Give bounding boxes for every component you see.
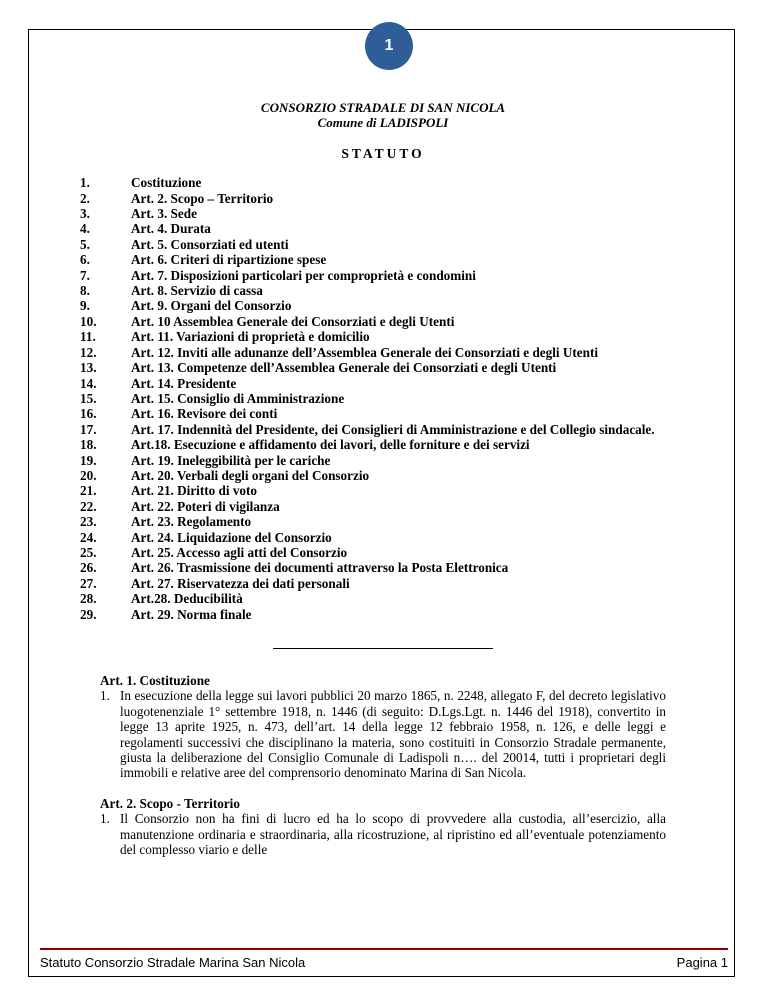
toc-item-number: 25. (80, 544, 97, 560)
toc-item-label: Art. 16. Revisore dei conti (131, 406, 278, 422)
toc-item-number: 1. (80, 175, 90, 191)
toc-item (80, 175, 666, 191)
toc-item (80, 190, 666, 206)
toc-item-number: 28. (80, 591, 97, 607)
toc-item-number: 15. (80, 390, 97, 406)
toc-item-label: Art. 3. Sede (131, 206, 197, 222)
toc-item-label: Costituzione (131, 175, 202, 191)
toc-item-label: Art. 14. Presidente (131, 375, 237, 391)
toc-item (80, 329, 666, 345)
toc-item-label: Art. 12. Inviti alle adunanze dell’Assemblea Generale dei Consorziati e degli Utenti (131, 344, 599, 360)
toc-item (80, 236, 666, 252)
toc-item (80, 406, 666, 422)
toc-item (80, 344, 666, 360)
toc-item-number: 4. (80, 221, 90, 237)
toc-item-label: Art. 4. Durata (131, 221, 211, 237)
toc-item-label: Art.28. Deducibilità (131, 591, 243, 607)
toc-item-number: 23. (80, 514, 97, 530)
toc-item-number: 9. (80, 298, 90, 314)
table-of-contents (80, 175, 666, 622)
footer-document-title: Statuto Consorzio Stradale Marina San Nicola (40, 955, 306, 970)
toc-item-label: Art. 8. Servizio di cassa (131, 283, 263, 299)
toc-item-number: 22. (80, 498, 97, 514)
toc-item-number: 20. (80, 467, 97, 483)
toc-item (80, 591, 666, 607)
toc-item-label: Art. 7. Disposizioni particolari per comproprietà e condomini (131, 267, 476, 283)
toc-item-label: Art. 6. Criteri di ripartizione spese (131, 252, 327, 268)
toc-item-number: 11. (80, 329, 96, 345)
footer-divider (40, 948, 728, 950)
toc-item-label: Art. 5. Consorziati ed utenti (131, 236, 289, 252)
toc-item-label: Art. 29. Norma finale (131, 606, 252, 622)
article-2-title: Art. 2. Scopo - Territorio (100, 795, 240, 811)
toc-item (80, 498, 666, 514)
toc-item (80, 560, 666, 576)
toc-item-number: 18. (80, 437, 97, 453)
page-number-badge: 1 (365, 22, 413, 70)
toc-item (80, 283, 666, 299)
toc-item-number: 26. (80, 560, 97, 576)
toc-item (80, 375, 666, 391)
toc-item-label: Art. 9. Organi del Consorzio (131, 298, 292, 314)
toc-item (80, 529, 666, 545)
toc-item (80, 313, 666, 329)
toc-item-number: 17. (80, 421, 97, 437)
toc-item-label: Art. 19. Ineleggibilità per le cariche (131, 452, 331, 468)
toc-item-label: Art. 11. Variazioni di proprietà e domicilio (131, 329, 370, 345)
toc-item-number: 5. (80, 236, 90, 252)
toc-item (80, 452, 666, 468)
toc-item-number: 8. (80, 283, 90, 299)
toc-item-label: Art. 13. Competenze dell’Assemblea Generale dei Consorziati e degli Utenti (131, 360, 557, 376)
toc-item-number: 6. (80, 252, 90, 268)
toc-item (80, 606, 666, 622)
toc-item (80, 267, 666, 283)
paragraph-text: In esecuzione della legge sui lavori pubblici 20 marzo 1865, n. 2248, allegato F, del decreto legislativo luogotenenziale 1° settembre 1918, n. 1446 (di seguito: D.Lgs.Lgt. n. 1446 del 1918), convertito in legge 13 aprite 1925, n. 473, dell’art. 14 della legge 12 febbraio 1958, n. 126, e delle leggi e regolamenti successivi che disciplinano la materia, sono costituiti in Consorzio Stradale permanente, giusta la deliberazione del Consiglio Comunale di Ladispoli n…. del 20014, tutti i proprietari degli immobili e relative aree del comprensorio denominato Marina di San Nicola. (120, 688, 666, 781)
toc-item (80, 575, 666, 591)
toc-item-number: 7. (80, 267, 90, 283)
article-2 (100, 796, 666, 858)
toc-item-number: 27. (80, 575, 97, 591)
article-2-paragraph (100, 811, 666, 857)
toc-item-number: 16. (80, 406, 97, 422)
toc-item-number: 14. (80, 375, 97, 391)
toc-item-number: 2. (80, 190, 90, 206)
toc-item (80, 252, 666, 268)
separator-line (273, 648, 493, 649)
toc-item-label: Art. 25. Accesso agli atti del Consorzio (131, 544, 348, 560)
toc-item-number: 13. (80, 360, 97, 376)
toc-item (80, 206, 666, 222)
toc-item-label: Art.18. Esecuzione e affidamento dei lavori, delle forniture e dei servizi (131, 437, 530, 453)
toc-item-label: Art. 26. Trasmissione dei documenti attraverso la Posta Elettronica (131, 560, 509, 576)
paragraph-text: Il Consorzio non ha fini di lucro ed ha lo scopo di provvedere alla custodia, all’esercizio, alla manutenzione ordinaria e straordinaria, alla ricostruzione, al ripristino ed all’eventuale potenziamento del complesso viario e delle (120, 811, 666, 858)
footer-page-label: Pagina 1 (676, 955, 728, 970)
toc-item-number: 24. (80, 529, 97, 545)
toc-item-number: 19. (80, 452, 97, 468)
article-1-title: Art. 1. Costituzione (100, 673, 210, 688)
toc-item (80, 390, 666, 406)
toc-item (80, 298, 666, 314)
toc-item (80, 483, 666, 499)
paragraph-number: 1. (100, 811, 110, 827)
toc-item-label: Art. 2. Scopo – Territorio (131, 190, 274, 206)
toc-item-label: Art. 20. Verbali degli organi del Consorzio (131, 467, 370, 483)
toc-item-label: Art. 21. Diritto di voto (131, 483, 257, 499)
toc-item (80, 437, 666, 453)
document-title: CONSORZIO STRADALE DI SAN NICOLA (260, 100, 506, 115)
toc-item (80, 514, 666, 530)
toc-item-label: Art. 23. Regolamento (131, 514, 252, 530)
article-1 (100, 673, 666, 781)
toc-item-number: 29. (80, 606, 97, 622)
document-subtitle: Comune di LADISPOLI (317, 115, 449, 131)
toc-item (80, 467, 666, 483)
paragraph-number: 1. (100, 688, 110, 704)
toc-item-number: 3. (80, 206, 90, 222)
toc-item-label: Art. 15. Consiglio di Amministrazione (131, 390, 345, 406)
toc-item (80, 221, 666, 237)
toc-item-label: Art. 22. Poteri di vigilanza (131, 498, 280, 514)
toc-item (80, 360, 666, 376)
article-1-paragraph (100, 688, 666, 780)
toc-item-label: Art. 10 Assemblea Generale dei Consorziati e degli Utenti (131, 313, 455, 329)
statuto-heading: STATUTO (341, 145, 425, 161)
toc-item-number: 21. (80, 483, 97, 499)
toc-item-label: Art. 24. Liquidazione del Consorzio (131, 529, 332, 545)
toc-item-label: Art. 27. Riservatezza dei dati personali (131, 575, 350, 591)
toc-item (80, 421, 666, 437)
toc-item (80, 544, 666, 560)
toc-item-number: 10. (80, 313, 97, 329)
document-body (80, 95, 666, 858)
toc-item-number: 12. (80, 344, 97, 360)
toc-item-label: Art. 17. Indennità del Presidente, dei Consiglieri di Amministrazione e del Collegio sindacale. (131, 421, 655, 437)
